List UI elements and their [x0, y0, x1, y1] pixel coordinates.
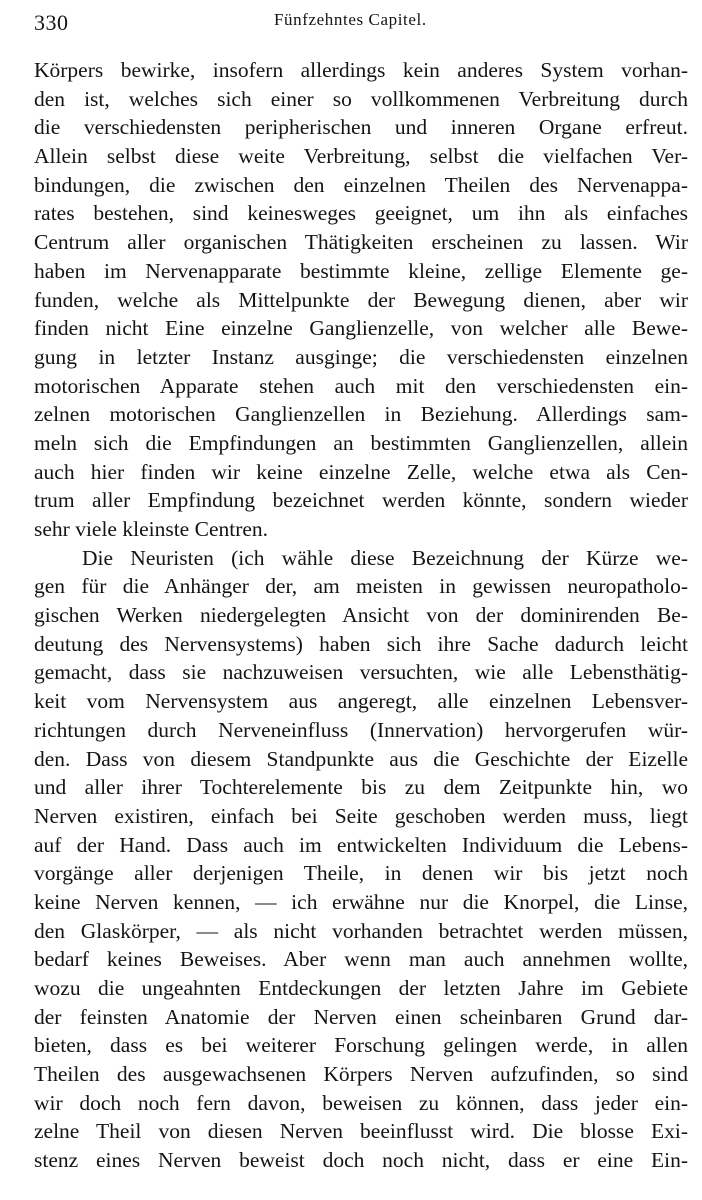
text-line: den. Dass von diesem Standpunkte aus die Geschichte der Eizelle	[34, 746, 688, 771]
text-line: Die Neuristen (ich wähle diese Bezeichnung der Kürze we-	[82, 545, 688, 570]
running-head: Fünfzehntes Capitel.	[274, 10, 427, 29]
paragraph-2	[34, 544, 688, 1175]
text-line: funden, welche als Mittelpunkte der Bewegung dienen, aber wir	[34, 287, 688, 312]
body-text	[34, 56, 688, 1175]
text-line: bieten, dass es bei weiterer Forschung gelingen werde, in allen	[34, 1033, 688, 1058]
text-line: bindungen, die zwischen den einzelnen Theilen des Nervenappa-	[34, 172, 688, 197]
text-line: richtungen durch Nerveneinfluss (Innervation) hervorgerufen wür-	[34, 717, 688, 742]
text-line: Körpers bewirke, insofern allerdings kein anderes System vorhan-	[34, 58, 688, 82]
text-line: Centrum aller organischen Thätigkeiten erscheinen zu lassen. Wir	[34, 230, 688, 255]
text-line: den ist, welches sich einer so vollkommenen Verbreitung durch	[34, 86, 688, 111]
text-line: finden nicht Eine einzelne Ganglienzelle, von welcher alle Bewe-	[34, 316, 688, 341]
text-line: der feinsten Anatomie der Nerven einen scheinbaren Grund dar-	[34, 1004, 688, 1029]
text-line: und aller ihrer Tochterelemente bis zu dem Zeitpunkte hin, wo	[34, 775, 688, 800]
text-line: Theilen des ausgewachsenen Körpers Nerven aufzufinden, so sind	[34, 1062, 688, 1087]
text-line: gischen Werken niedergelegten Ansicht von der dominirenden Be-	[34, 603, 688, 628]
text-line: vorgänge aller derjenigen Theile, in denen wir bis jetzt noch	[34, 861, 688, 886]
text-line: gemacht, dass sie nachzuweisen versuchten, wie alle Lebensthätig-	[34, 660, 688, 685]
text-line: keit vom Nervensystem aus angeregt, alle einzelnen Lebensver-	[34, 689, 688, 714]
text-line: meln sich die Empfindungen an bestimmten Ganglienzellen, allein	[34, 430, 688, 455]
text-line: wir doch noch fern davon, beweisen zu können, dass jeder ein-	[34, 1090, 688, 1115]
text-line: trum aller Empfindung bezeichnet werden könnte, sondern wieder	[34, 488, 688, 513]
text-line: haben im Nervenapparate bestimmte kleine, zellige Elemente ge-	[34, 258, 688, 283]
text-line: auf der Hand. Dass auch im entwickelten Individuum die Lebens-	[34, 832, 688, 857]
text-line: wozu die ungeahnten Entdeckungen der letzten Jahre im Gebiete	[34, 976, 688, 1000]
page-header	[34, 4, 690, 34]
text-line: deutung des Nervensystems) haben sich ihre Sache dadurch leicht	[34, 631, 688, 656]
text-line: gen für die Anhänger der, am meisten in gewissen neuropatholo-	[34, 574, 688, 599]
text-line: sehr viele kleinste Centren.	[34, 517, 269, 541]
text-line: auch hier finden wir keine einzelne Zelle, welche etwa als Cen-	[34, 459, 688, 484]
text-line: Nerven existiren, einfach bei Seite geschoben werden muss, liegt	[34, 803, 688, 828]
text-line: zelnen motorischen Ganglienzellen in Beziehung. Allerdings sam-	[34, 402, 688, 427]
text-line: den Glaskörper, — als nicht vorhanden betrachtet werden müssen,	[34, 918, 688, 943]
text-line: rates bestehen, sind keinesweges geeignet, um ihn als einfaches	[34, 201, 688, 226]
text-line: zelne Theil von diesen Nerven beeinflusst wird. Die blosse Exi-	[34, 1119, 688, 1144]
text-line: stenz eines Nerven beweist doch noch nicht, dass er eine Ein-	[34, 1148, 688, 1173]
text-line: die verschiedensten peripherischen und inneren Organe erfreut.	[34, 115, 688, 140]
text-line: bedarf keines Beweises. Aber wenn man auch annehmen wollte,	[34, 947, 688, 972]
text-line: keine Nerven kennen, — ich erwähne nur die Knorpel, die Linse,	[34, 889, 688, 914]
text-line: motorischen Apparate stehen auch mit den verschiedensten ein-	[34, 373, 688, 398]
text-line: gung in letzter Instanz ausginge; die verschiedensten einzelnen	[34, 344, 688, 369]
text-line: Allein selbst diese weite Verbreitung, selbst die vielfachen Ver-	[34, 144, 688, 169]
page-number: 330	[34, 10, 69, 35]
paragraph-1	[34, 56, 688, 544]
